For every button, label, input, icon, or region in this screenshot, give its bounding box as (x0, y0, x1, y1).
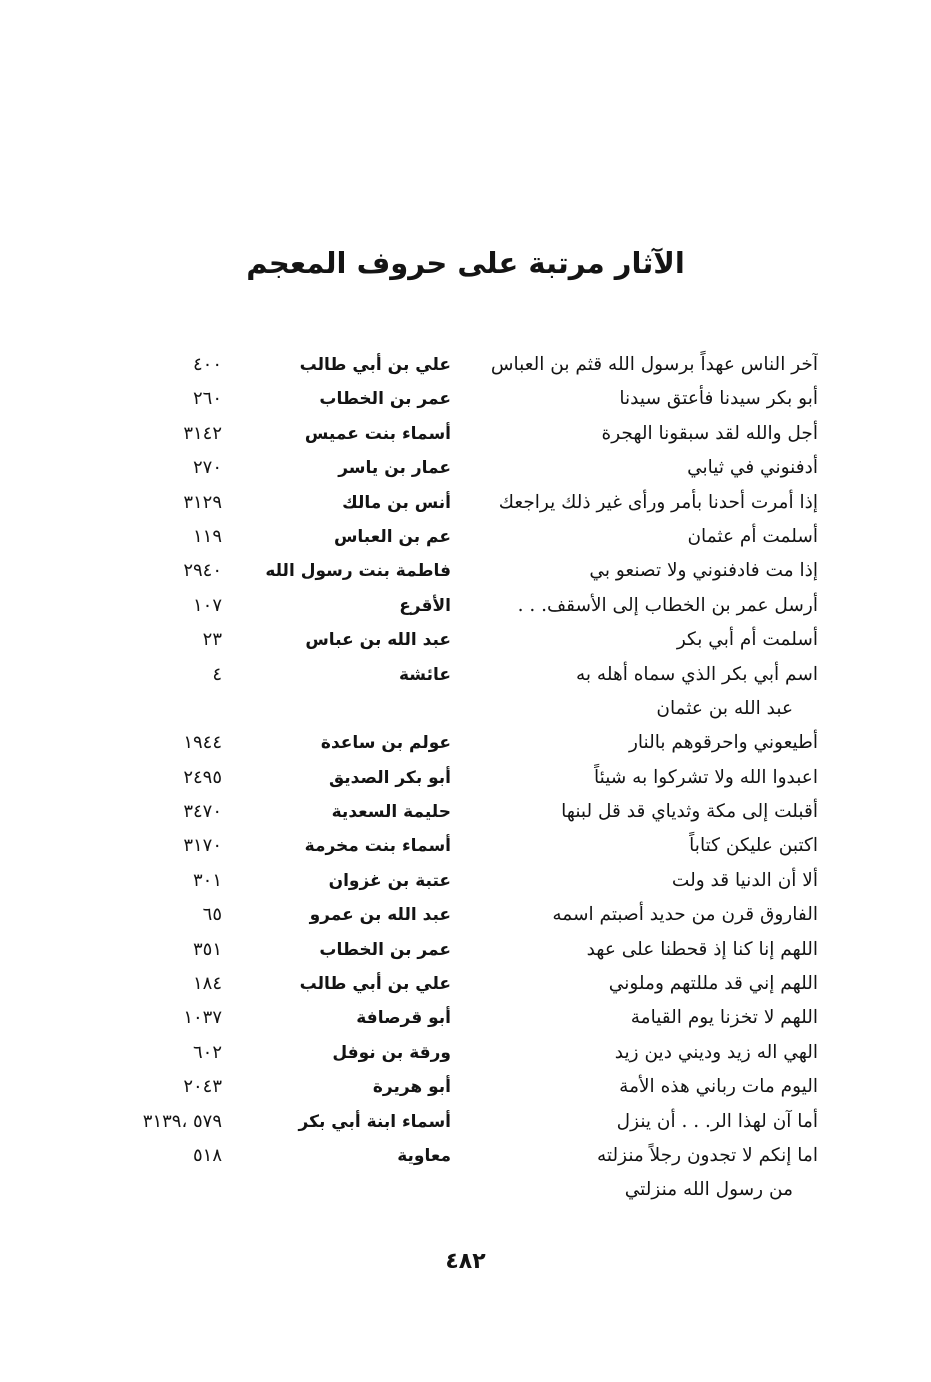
table-row (0, 1139, 931, 1173)
athar-text: اللهم إني قد مللتهم وملوني (608, 973, 818, 995)
reference-number: ٢٣ (202, 629, 222, 651)
narrator-name: أبو هريرة (372, 1077, 451, 1098)
narrator-name: عمر بن الخطاب (319, 389, 451, 410)
athar-text: اللهم لا تخزنا يوم القيامة (630, 1007, 818, 1029)
table-row (0, 1036, 931, 1070)
athar-text: اما إنكم لا تجدون رجلاً منزلته (596, 1144, 818, 1166)
reference-number: ١١٩ (192, 525, 222, 547)
table-row (0, 658, 931, 692)
athar-text: اكتبن عليكن كتاباً (689, 835, 818, 857)
narrator-name: أنس بن مالك (342, 492, 451, 513)
narrator-name: أسماء ابنة أبي بكر (298, 1111, 451, 1132)
table-row (0, 417, 931, 451)
reference-number: ٢٩٤٠ (183, 560, 222, 582)
table-row (0, 1105, 931, 1139)
table-row (0, 486, 931, 520)
reference-number: ١٨٤ (192, 973, 222, 995)
table-row (0, 967, 931, 1001)
narrator-name: فاطمة بنت رسول الله (265, 561, 451, 582)
narrator-name: عبد الله بن عمرو (309, 905, 451, 926)
athar-text: الفاروق قرن من حديد أصبتم اسمه (552, 904, 818, 926)
athar-text: اليوم مات رباني هذه الأمة (619, 1076, 818, 1098)
table-row (0, 451, 931, 485)
table-row (0, 382, 931, 416)
reference-number: ٢٦٠ (192, 388, 222, 410)
reference-number: ٦٠٢ (192, 1041, 222, 1063)
table-row (0, 864, 931, 898)
narrator-name: عمار بن ياسر (338, 458, 451, 479)
narrator-name: أسماء بنت مخرمة (304, 836, 451, 857)
narrator-name: عبد الله بن عباس (305, 630, 451, 651)
page-number: ٤٨٢ (445, 1249, 486, 1274)
narrator-name: عتبة بن غزوان (328, 870, 451, 891)
athar-text: اسم أبي بكر الذي سماه أهله به (575, 663, 818, 685)
reference-number: ١٩٤٤ (183, 732, 222, 754)
reference-number: ٣٥١ (192, 938, 222, 960)
athar-text: إذا أمرت أحدنا بأمر ورأى غير ذلك يراجعك (498, 491, 818, 513)
reference-number: ٥٧٩ ،٣١٣٩ (142, 1110, 222, 1132)
table-row (0, 692, 931, 726)
athar-text: إذا مت فادفنوني ولا تصنعو بي (589, 560, 818, 582)
athar-text: ألا أن الدنيا قد ولت (671, 869, 818, 891)
narrator-name: عائشة (399, 664, 451, 685)
reference-number: ٣٤٧٠ (183, 801, 222, 823)
athar-text: اللهم إنا كنا إذ قحطنا على عهد (586, 938, 818, 960)
narrator-name: أبو بكر الصديق (328, 767, 451, 788)
table-row (0, 829, 931, 863)
athar-text: أطيعوني واحرقوهم بالنار (628, 732, 818, 754)
narrator-name: الأقرع (399, 595, 451, 616)
table-row (0, 761, 931, 795)
athar-text: أسلمت أم عثمان (687, 525, 818, 547)
narrator-name: عولم بن ساعدة (320, 733, 451, 754)
table-row (0, 726, 931, 760)
narrator-name: حليمة السعدية (331, 802, 451, 823)
athar-text: اعبدوا الله ولا تشركوا به شيئاً (594, 766, 818, 788)
table-row (0, 623, 931, 657)
page-title: الآثار مرتبة على حروف المعجم (246, 246, 685, 280)
athar-text: أبو بكر سيدنا فأعتق سيدنا (619, 388, 818, 410)
reference-number: ٣١٧٠ (183, 835, 222, 857)
athar-text: أجل والله لقد سبقونا الهجرة (601, 422, 818, 444)
table-row (0, 520, 931, 554)
athar-text: أسلمت أم أبي بكر (676, 629, 818, 651)
narrator-name: عمر بن الخطاب (319, 939, 451, 960)
narrator-name: أبو قرصافة (356, 1008, 451, 1029)
athar-text: أما آن لهذا الر. . . أن ينزل (616, 1110, 818, 1132)
athar-text: أرسل عمر بن الخطاب إلى الأسقف. . . (517, 594, 818, 616)
table-row (0, 589, 931, 623)
athar-text: الهي اله زيد وديني دين زيد (614, 1041, 818, 1063)
athar-text-continuation: عبد الله بن عثمان (656, 697, 793, 719)
index-table (0, 348, 931, 1208)
narrator-name: علي بن أبي طالب (299, 355, 451, 375)
narrator-name: معاوية (397, 1145, 451, 1166)
reference-number: ٦٥ (202, 904, 222, 926)
table-row (0, 795, 931, 829)
reference-number: ٣١٤٢ (183, 422, 222, 444)
athar-text: أقبلت إلى مكة وثدياي قد قل لبنها (561, 801, 818, 823)
narrator-name: عم بن العباس (333, 526, 451, 547)
reference-number: ٢٤٩٥ (183, 766, 222, 788)
table-row (0, 933, 931, 967)
table-row (0, 1173, 931, 1207)
reference-number: ٢٠٤٣ (183, 1076, 222, 1098)
table-row (0, 898, 931, 932)
table-row (0, 348, 931, 382)
reference-number: ٥١٨ (192, 1144, 222, 1166)
reference-number: ٢٧٠ (192, 457, 222, 479)
athar-text-continuation: من رسول الله منزلتي (624, 1179, 793, 1201)
table-row (0, 1001, 931, 1035)
reference-number: ٤ (212, 663, 222, 685)
athar-text: آخر الناس عهداً برسول الله قثم بن العباس (490, 354, 818, 375)
reference-number: ٣١٢٩ (183, 491, 222, 513)
narrator-name: ورقة بن نوفل (332, 1042, 451, 1063)
table-row (0, 1070, 931, 1104)
reference-number: ٣٠١ (192, 869, 222, 891)
reference-number: ٤٠٠ (192, 354, 222, 375)
reference-number: ١٠٧ (192, 594, 222, 616)
narrator-name: علي بن أبي طالب (299, 974, 451, 995)
athar-text: أدفنوني في ثيابي (687, 457, 818, 479)
reference-number: ١٠٣٧ (183, 1007, 222, 1029)
table-row (0, 554, 931, 588)
narrator-name: أسماء بنت عميس (304, 423, 451, 444)
